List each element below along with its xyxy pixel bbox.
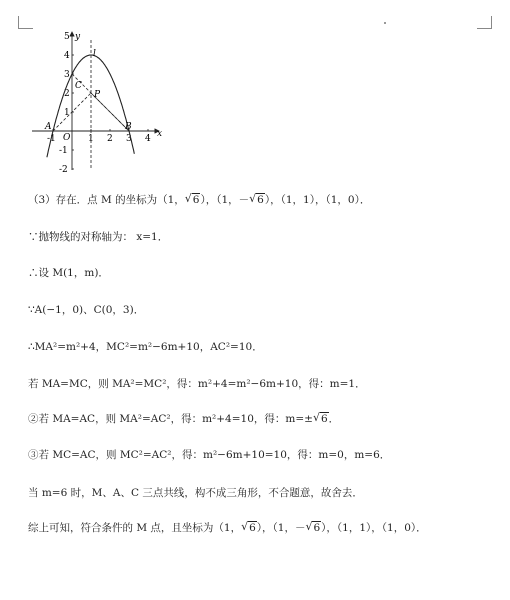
y-tick-label: 2 <box>64 89 70 99</box>
x-axis-label: x <box>157 129 163 139</box>
line-conclusion: 综上可知，符合条件的 M 点，且坐标为（1，√ 6），（1，－√ 6），（1，1），（1，0）． <box>28 521 427 535</box>
line-case-2: ②若 MA=AC，则 MA²=AC²，得：m²+4=10，得：m=±√ 6． <box>28 412 339 426</box>
line-set-m: ∴设 M(1，m)． <box>28 267 109 279</box>
line-intro: （3）存在．点 M 的坐标为（1，√ 6），（1，－√ 6），（1，1），（1，0）． <box>28 193 370 207</box>
line-reject: 当 m=6 时，M、A、C 三点共线，构不成三角形，不合题意，故舍去． <box>28 487 363 499</box>
y-tick-label: 3 <box>64 70 70 80</box>
x-tick-label: -1 <box>47 134 56 144</box>
x-tick-label: 4 <box>145 134 151 144</box>
y-tick-label: -2 <box>59 165 68 175</box>
line-case-1: 若 MA=MC，则 MA²=MC²，得：m²+4=m²−6m+10，得：m=1． <box>28 378 366 390</box>
point-label-c: C <box>75 81 82 91</box>
line-points-ac: ∵A(−1，0)、C(0，3)． <box>28 304 145 316</box>
speck <box>384 22 386 24</box>
line-distances: ∴MA²=m²+4，MC²=m²−6m+10，AC²=10． <box>28 341 263 353</box>
point-label-b: B <box>125 122 132 132</box>
y-axis-label: y <box>75 32 81 42</box>
y-tick-label: 4 <box>64 51 70 61</box>
point-label-a: A <box>45 122 52 132</box>
y-tick-label: 1 <box>64 108 70 118</box>
x-tick-label: 3 <box>126 134 132 144</box>
line-case-3: ③若 MC=AC，则 MC²=AC²，得：m²−6m+10=10，得：m=0，m=6． <box>28 449 391 461</box>
x-tick-label: 2 <box>107 134 113 144</box>
page-corner-mark <box>477 16 492 29</box>
page-corner-mark <box>18 16 33 29</box>
axis-label-l: l <box>93 49 96 59</box>
x-tick-label: 1 <box>88 134 94 144</box>
origin-label: O <box>63 133 71 143</box>
line-axis: ∵抛物线的对称轴为： x=1． <box>28 231 169 243</box>
parabola-graph <box>24 30 174 175</box>
y-tick-label: 5 <box>64 32 70 42</box>
point-label-p: P <box>94 90 101 100</box>
y-tick-label: -1 <box>59 146 68 156</box>
